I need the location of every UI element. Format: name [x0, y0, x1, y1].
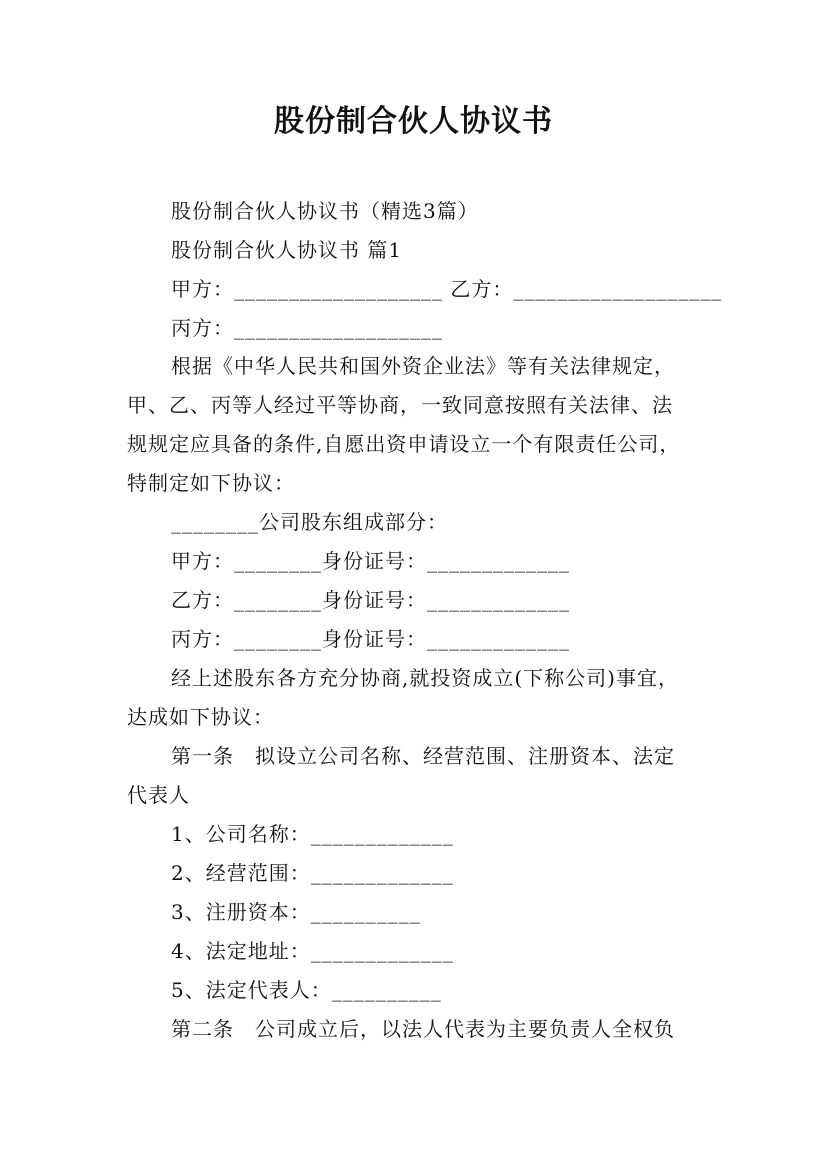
- article-line: 第二条 公司成立后，以法人代表为主要负责人全权负: [171, 1017, 675, 1041]
- shareholder-line: 丙方：________身份证号：_____________: [171, 627, 570, 651]
- numbered-item-line: 1、公司名称：_____________: [171, 822, 454, 846]
- party-ab-line: 甲方：___________________ 乙方：___________________: [171, 277, 723, 301]
- shareholder-heading-line: ________公司股东组成部分：: [171, 510, 448, 534]
- party-c-line: 丙方：___________________: [171, 316, 443, 340]
- numbered-item-line: 2、经营范围：_____________: [171, 861, 454, 885]
- paragraph-line: 特制定如下协议：: [127, 471, 295, 495]
- numbered-item-line: 5、法定代表人：__________: [171, 978, 442, 1002]
- shareholder-line: 乙方：________身份证号：_____________: [171, 588, 570, 612]
- numbered-item-line: 4、法定地址：_____________: [171, 939, 454, 963]
- paragraph-line: 规规定应具备的条件,自愿出资申请设立一个有限责任公司，: [127, 432, 681, 456]
- paragraph-line: 根据《中华人民共和国外资企业法》等有关法律规定，: [171, 354, 675, 378]
- paragraph-line: 达成如下协议：: [127, 705, 274, 729]
- numbered-item-line: 3、注册资本：__________: [171, 900, 421, 924]
- section-heading-line: 股份制合伙人协议书 篇1: [171, 238, 403, 262]
- subtitle-line: 股份制合伙人协议书（精选3篇）: [171, 199, 479, 223]
- shareholder-line: 甲方：________身份证号：_____________: [171, 549, 570, 573]
- article-line: 代表人: [127, 783, 190, 807]
- paragraph-line: 经上述股东各方充分协商,就投资成立(下称公司)事宜，: [171, 666, 679, 690]
- paragraph-line: 甲、乙、丙等人经过平等协商，一致同意按照有关法律、法: [127, 393, 673, 417]
- document-title: 股份制合伙人协议书: [274, 104, 553, 139]
- article-line: 第一条 拟设立公司名称、经营范围、注册资本、法定: [171, 744, 675, 768]
